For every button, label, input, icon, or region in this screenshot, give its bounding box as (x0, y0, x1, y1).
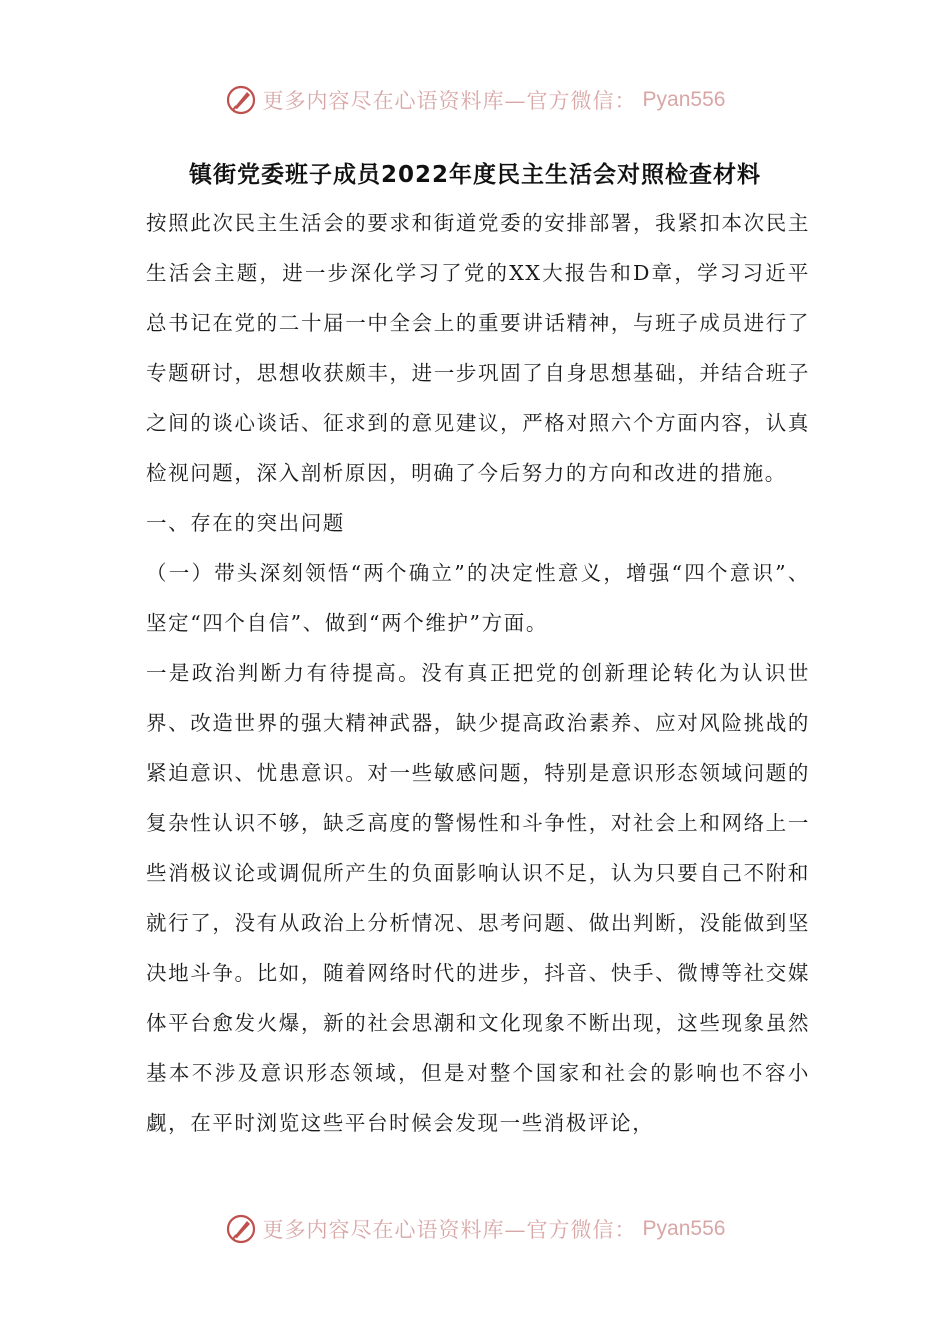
header-watermark (0, 84, 950, 116)
quill-logo-icon (225, 1213, 257, 1245)
document-body (146, 198, 810, 1148)
watermark-wechat-id: Pyan556 (642, 88, 726, 111)
watermark-text: 更多内容尽在心语资料库—官方微信： (262, 1218, 637, 1242)
intro-paragraph: 按照此次民主生活会的要求和街道党委的安排部署，我紧扣本次民主生活会主题，进一步深化学习了党的XX大报告和D章，学习习近平总书记在党的二十届一中全会上的重要讲话精神，与班子成员进行了专题研讨，思想收获颇丰，进一步巩固了自身思想基础，并结合班子之间的谈心谈话、征求到的意见建议，严格对照六个方面内容，认真检视问题，深入剖析原因，明确了今后努力的方向和改进的措施。 (146, 211, 810, 485)
document-title: 镇街党委班子成员2022年度民主生活会对照检查材料 (188, 162, 761, 188)
subsection-heading: （一）带头深刻领悟“两个确立”的决定性意义，增强“四个意识”、坚定“四个自信”、做到“两个维护”方面。 (146, 561, 810, 635)
watermark-wechat-id: Pyan556 (642, 1217, 726, 1240)
quill-logo-icon (225, 84, 257, 116)
footer-watermark (0, 1213, 950, 1245)
body-paragraph: 一是政治判断力有待提高。没有真正把党的创新理论转化为认识世界、改造世界的强大精神武器，缺少提高政治素养、应对风险挑战的紧迫意识、忧患意识。对一些敏感问题，特别是意识形态领域问题的复杂性认识不够，缺乏高度的警惕性和斗争性，对社会上和网络上一些消极议论或调侃所产生的负面影响认识不足，认为只要自己不附和就行了，没有从政治上分析情况、思考问题、做出判断，没能做到坚决地斗争。比如，随着网络时代的进步，抖音、快手、微博等社交媒体平台愈发火爆，新的社会思潮和文化现象不断出现，这些现象虽然基本不涉及意识形态领域，但是对整个国家和社会的影响也不容小觑，在平时浏览这些平台时候会发现一些消极评论， (146, 661, 810, 1135)
section-heading: 一、存在的突出问题 (146, 511, 345, 535)
watermark-text: 更多内容尽在心语资料库—官方微信： (262, 89, 637, 113)
